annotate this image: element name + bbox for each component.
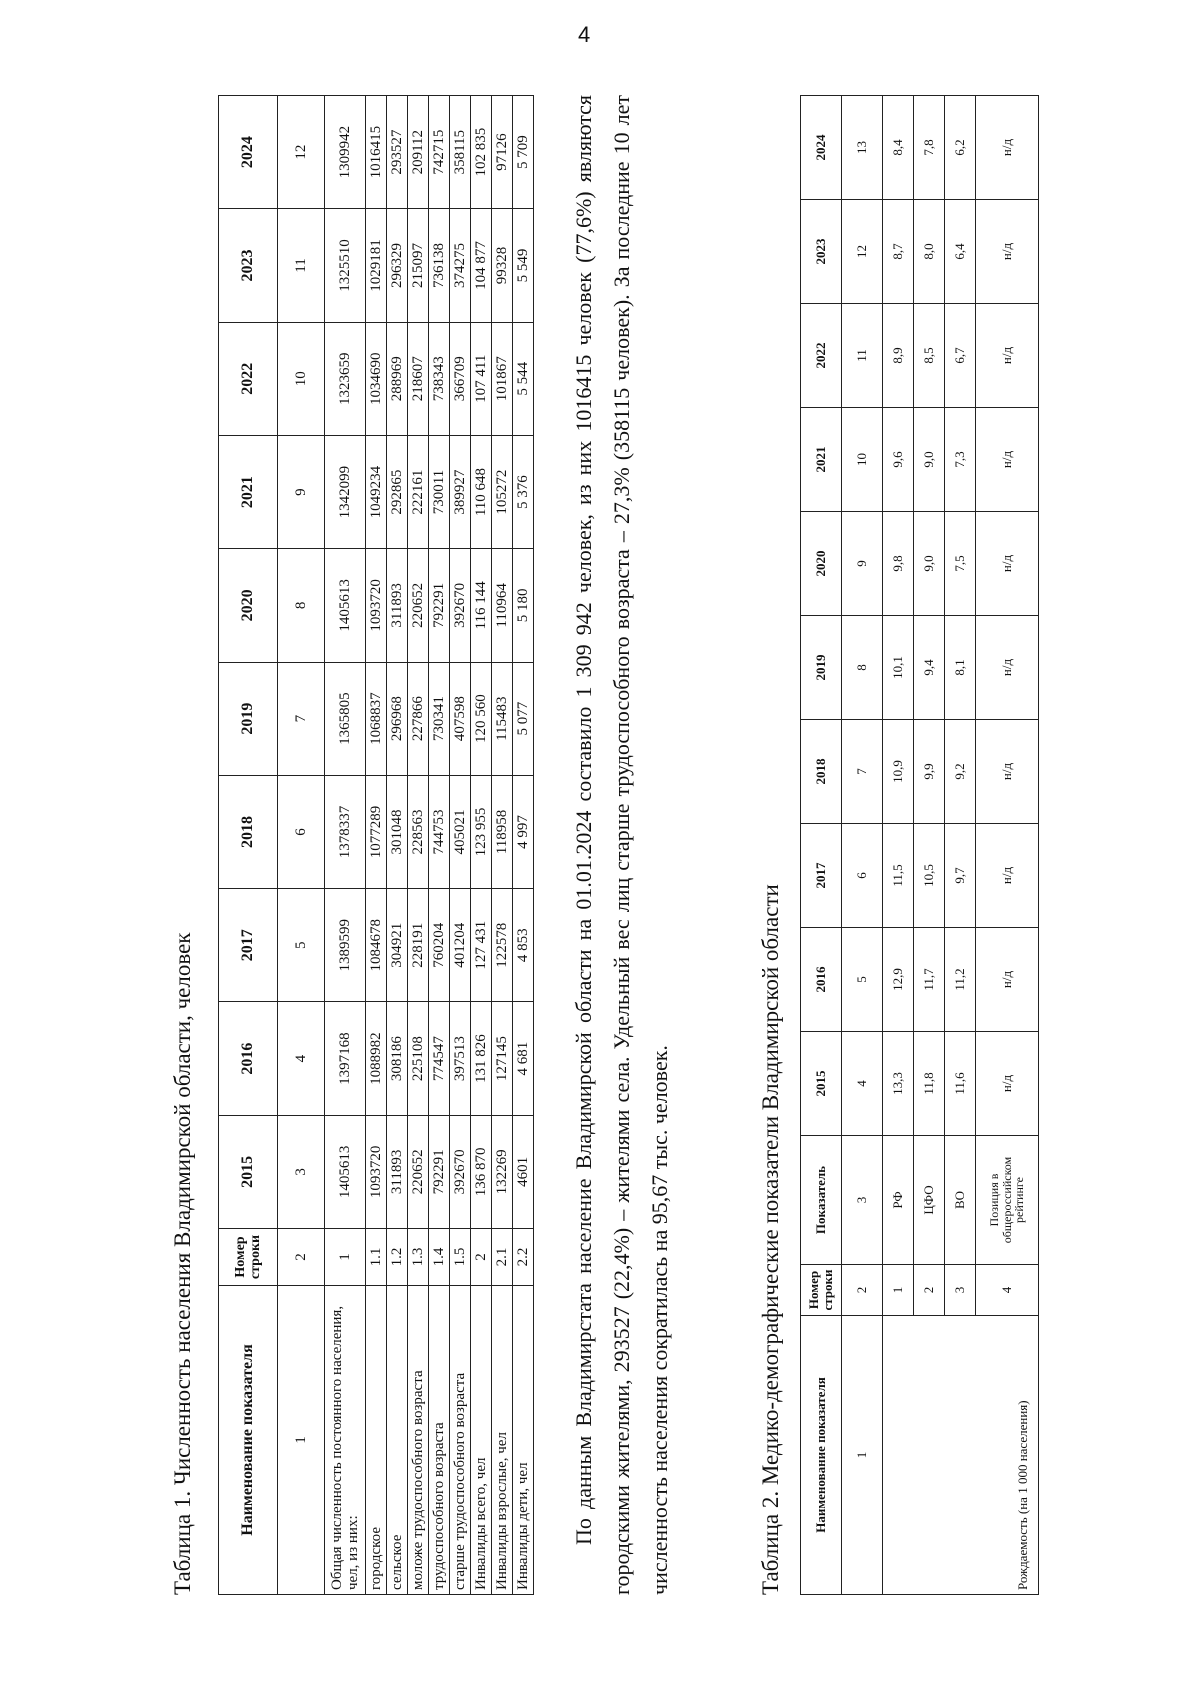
row-label: Общая численность постоянного населения, чел, из них:: [325, 1286, 366, 1595]
table-cell: 7,8: [914, 96, 945, 200]
table-cell: 222161: [408, 435, 429, 548]
table-cell: 5 709: [513, 96, 534, 209]
table-cell: 8,7: [883, 200, 914, 304]
row-group-label: Рождаемость (на 1 000 населения): [883, 1316, 1039, 1595]
table-cell: 1365805: [325, 662, 366, 775]
table-cell: 1.5: [450, 1229, 471, 1286]
table-cell: 3: [945, 1265, 976, 1316]
table-cell: н/д: [976, 96, 1039, 200]
table-cell: 774547: [429, 1002, 450, 1115]
table-cell: 8,4: [883, 96, 914, 200]
table-cell: 1088982: [366, 1002, 387, 1115]
table-cell: 105272: [492, 435, 513, 548]
table1-header-cell: 2016: [219, 1002, 278, 1115]
table-cell: 10,5: [914, 824, 945, 928]
table-cell: 110 648: [471, 435, 492, 548]
table-row: [513, 96, 534, 1595]
table-cell: 9,0: [914, 408, 945, 512]
table-cell: 209112: [408, 96, 429, 209]
table-cell: 11,5: [883, 824, 914, 928]
table-cell: 1084678: [366, 889, 387, 1002]
table-row: [492, 96, 513, 1595]
table1-header-cell: 2024: [219, 96, 278, 209]
table-cell: н/д: [976, 824, 1039, 928]
table-cell: РФ: [883, 1136, 914, 1265]
table2-index-cell: 11: [842, 304, 883, 408]
table-cell: 218607: [408, 322, 429, 435]
table-cell: 2: [471, 1229, 492, 1286]
table-cell: 1325510: [325, 209, 366, 322]
table-cell: 311893: [387, 1115, 408, 1228]
table-cell: 220652: [408, 549, 429, 662]
table-cell: 288969: [387, 322, 408, 435]
table-cell: н/д: [976, 1032, 1039, 1136]
table1-index-cell: 3: [278, 1115, 325, 1228]
table-cell: 5 180: [513, 549, 534, 662]
table-cell: 107 411: [471, 322, 492, 435]
table-cell: 742715: [429, 96, 450, 209]
page-number: 4: [578, 22, 591, 47]
table-row: [883, 96, 914, 1595]
table-cell: 4 853: [513, 889, 534, 1002]
table-cell: 10,1: [883, 616, 914, 720]
table-cell: н/д: [976, 512, 1039, 616]
table-cell: 1.4: [429, 1229, 450, 1286]
table1-header-row: [219, 96, 278, 1595]
table-cell: 9,9: [914, 720, 945, 824]
table-cell: 1.2: [387, 1229, 408, 1286]
table1-header-cell: 2020: [219, 549, 278, 662]
table-cell: 4 681: [513, 1002, 534, 1115]
table-cell: 9,2: [945, 720, 976, 824]
row-label: городское: [366, 1286, 387, 1595]
table-cell: 104 877: [471, 209, 492, 322]
table-cell: 8,0: [914, 200, 945, 304]
table2-header-cell: 2022: [801, 304, 842, 408]
table1-index-cell: 10: [278, 322, 325, 435]
table2-header-cell: 2023: [801, 200, 842, 304]
table-cell: 10,9: [883, 720, 914, 824]
table-cell: 9,4: [914, 616, 945, 720]
table-cell: 304921: [387, 889, 408, 1002]
table1-header-cell: 2017: [219, 889, 278, 1002]
table-cell: 1323659: [325, 322, 366, 435]
table2-header-row: [801, 96, 842, 1595]
table-cell: 1309942: [325, 96, 366, 209]
table-cell: 296329: [387, 209, 408, 322]
table-cell: 11,2: [945, 928, 976, 1032]
table2-index-cell: 3: [842, 1136, 883, 1265]
table-cell: н/д: [976, 408, 1039, 512]
table-cell: 401204: [450, 889, 471, 1002]
table-cell: 2: [914, 1265, 945, 1316]
table2-header-cell: 2019: [801, 616, 842, 720]
table-cell: 308186: [387, 1002, 408, 1115]
table2-header-cell: Наименование показателя: [801, 1316, 842, 1595]
table-cell: 744753: [429, 775, 450, 888]
table-cell: 389927: [450, 435, 471, 548]
table-cell: 296968: [387, 662, 408, 775]
population-table: [218, 95, 534, 1595]
table1-header-cell: 2015: [219, 1115, 278, 1228]
table-cell: н/д: [976, 616, 1039, 720]
table-cell: 122578: [492, 889, 513, 1002]
table1-body: [278, 96, 534, 1595]
table-cell: 6,4: [945, 200, 976, 304]
table-cell: 220652: [408, 1115, 429, 1228]
table2-header-cell: 2020: [801, 512, 842, 616]
rotated-content: [170, 95, 1120, 1595]
table2-index-cell: 4: [842, 1032, 883, 1136]
table-cell: 5 376: [513, 435, 534, 548]
table-cell: 311893: [387, 549, 408, 662]
table-cell: 136 870: [471, 1115, 492, 1228]
table2-header-cell: 2015: [801, 1032, 842, 1136]
table-cell: Позиция в общероссийском рейтинге: [976, 1136, 1039, 1265]
table-row: [450, 96, 471, 1595]
table-cell: 7,5: [945, 512, 976, 616]
row-label: трудоспособного возраста: [429, 1286, 450, 1595]
table-cell: 7,3: [945, 408, 976, 512]
table-cell: 8,5: [914, 304, 945, 408]
table-cell: 760204: [429, 889, 450, 1002]
table-cell: 1034690: [366, 322, 387, 435]
table2-index-row: [842, 96, 883, 1595]
summary-paragraph: [565, 95, 679, 1595]
table-cell: 392670: [450, 1115, 471, 1228]
table1-index-cell: 12: [278, 96, 325, 209]
table-cell: 1093720: [366, 1115, 387, 1228]
table-cell: 9,8: [883, 512, 914, 616]
table-cell: 11,6: [945, 1032, 976, 1136]
row-label: Инвалиды всего, чел: [471, 1286, 492, 1595]
table-cell: 392670: [450, 549, 471, 662]
table1-index-cell: 5: [278, 889, 325, 1002]
table-cell: 301048: [387, 775, 408, 888]
table-cell: 1378337: [325, 775, 366, 888]
table-cell: 101867: [492, 322, 513, 435]
table1-header-cell: 2019: [219, 662, 278, 775]
table-row: [471, 96, 492, 1595]
table-row: [429, 96, 450, 1595]
table1-index-cell: 4: [278, 1002, 325, 1115]
table-cell: 227866: [408, 662, 429, 775]
table-cell: 1049234: [366, 435, 387, 548]
table-cell: 120 560: [471, 662, 492, 775]
table2-index-cell: 8: [842, 616, 883, 720]
table2-index-cell: 9: [842, 512, 883, 616]
table1-index-cell: 7: [278, 662, 325, 775]
row-label: Инвалиды дети, чел: [513, 1286, 534, 1595]
table1-caption: Таблица 1. Численность населения Владимирской области, человек: [170, 932, 195, 1595]
table-cell: 366709: [450, 322, 471, 435]
table-cell: 9,7: [945, 824, 976, 928]
table2-index-cell: 12: [842, 200, 883, 304]
table-cell: 5 544: [513, 322, 534, 435]
table2-header-cell: 2017: [801, 824, 842, 928]
table-cell: 407598: [450, 662, 471, 775]
table2-index-cell: 5: [842, 928, 883, 1032]
table1-header-cell: 2018: [219, 775, 278, 888]
table-cell: 1405613: [325, 1115, 366, 1228]
table1-header-cell: 2022: [219, 322, 278, 435]
table-cell: 2.2: [513, 1229, 534, 1286]
table1-header-cell: Наименование показателя: [219, 1286, 278, 1595]
table-row: [387, 96, 408, 1595]
table-cell: 736138: [429, 209, 450, 322]
table-cell: 110964: [492, 549, 513, 662]
table-cell: н/д: [976, 928, 1039, 1032]
table-cell: 792291: [429, 549, 450, 662]
table-cell: н/д: [976, 720, 1039, 824]
table-cell: 1016415: [366, 96, 387, 209]
table-cell: 13,3: [883, 1032, 914, 1136]
table-cell: 1405613: [325, 549, 366, 662]
table1-header-cell: 2021: [219, 435, 278, 548]
table-cell: 730341: [429, 662, 450, 775]
table-cell: 1: [883, 1265, 914, 1316]
table-cell: 116 144: [471, 549, 492, 662]
table1-header-cell: Номер строки: [219, 1229, 278, 1286]
table-cell: 215097: [408, 209, 429, 322]
table-cell: 115483: [492, 662, 513, 775]
table-cell: 2.1: [492, 1229, 513, 1286]
table1-index-cell: 6: [278, 775, 325, 888]
table-cell: 131 826: [471, 1002, 492, 1115]
table-cell: 4: [976, 1265, 1039, 1316]
row-label: Инвалиды взрослые, чел: [492, 1286, 513, 1595]
table2-index-cell: 2: [842, 1265, 883, 1316]
table2-header-cell: Номер строки: [801, 1265, 842, 1316]
table2-index-cell: 1: [842, 1316, 883, 1595]
table-cell: 1.1: [366, 1229, 387, 1286]
table-cell: 6,7: [945, 304, 976, 408]
table1-index-row: [278, 96, 325, 1595]
table2-index-cell: 10: [842, 408, 883, 512]
table-cell: 9,0: [914, 512, 945, 616]
row-label: старше трудоспособного возраста: [450, 1286, 471, 1595]
table-cell: 99328: [492, 209, 513, 322]
table-cell: 1068837: [366, 662, 387, 775]
table-cell: 6,2: [945, 96, 976, 200]
table-cell: 12,9: [883, 928, 914, 1032]
table-cell: н/д: [976, 304, 1039, 408]
table-cell: 123 955: [471, 775, 492, 888]
summary-paragraph-text: По данным Владимирстата население Владимирской области на 01.01.2024 составило 1 309 942 человек, из них 1016415 человек (77,6%) являются городскими жителями, 293527 (22,4%) – жителями села. Удельный вес лиц старше трудоспособного возраста – 27,3% (358115 человек). За последние 10 лет численность населения сократилась на 95,67 тыс. человек.: [571, 95, 672, 1595]
table-cell: 792291: [429, 1115, 450, 1228]
table-cell: н/д: [976, 200, 1039, 304]
table1-index-cell: 8: [278, 549, 325, 662]
table2-header-cell: Показатель: [801, 1136, 842, 1265]
table-cell: 4 997: [513, 775, 534, 888]
table2-header-cell: 2016: [801, 928, 842, 1032]
table2-body: [842, 96, 1039, 1595]
table1-index-cell: 1: [278, 1286, 325, 1595]
table-cell: 1397168: [325, 1002, 366, 1115]
table-cell: ВО: [945, 1136, 976, 1265]
table-cell: 1093720: [366, 549, 387, 662]
table-cell: 4601: [513, 1115, 534, 1228]
table2-header-cell: 2018: [801, 720, 842, 824]
table-cell: 102 835: [471, 96, 492, 209]
demographic-table: [800, 95, 1039, 1595]
table-cell: 11,7: [914, 928, 945, 1032]
table-cell: 118958: [492, 775, 513, 888]
table-cell: 374275: [450, 209, 471, 322]
table-cell: 8,9: [883, 304, 914, 408]
table-cell: 8,1: [945, 616, 976, 720]
table-cell: 97126: [492, 96, 513, 209]
table-cell: ЦФО: [914, 1136, 945, 1265]
table-cell: 228563: [408, 775, 429, 888]
table-cell: 1029181: [366, 209, 387, 322]
table2-header-cell: 2024: [801, 96, 842, 200]
table-cell: 293527: [387, 96, 408, 209]
table1-index-cell: 9: [278, 435, 325, 548]
table-cell: 228191: [408, 889, 429, 1002]
table-row: [408, 96, 429, 1595]
table-cell: 292865: [387, 435, 408, 548]
table-cell: 1077289: [366, 775, 387, 888]
table2-header-cell: 2021: [801, 408, 842, 512]
table-cell: 225108: [408, 1002, 429, 1115]
table-cell: 5 077: [513, 662, 534, 775]
table-cell: 730011: [429, 435, 450, 548]
table-cell: 358115: [450, 96, 471, 209]
table-cell: 738343: [429, 322, 450, 435]
table2-index-cell: 6: [842, 824, 883, 928]
table-cell: 1: [325, 1229, 366, 1286]
table-cell: 127145: [492, 1002, 513, 1115]
table-cell: 132269: [492, 1115, 513, 1228]
table-cell: 1.3: [408, 1229, 429, 1286]
table-cell: 127 431: [471, 889, 492, 1002]
table2-index-cell: 13: [842, 96, 883, 200]
table-cell: 9,6: [883, 408, 914, 512]
table2-caption: Таблица 2. Медико-демографические показатели Владимирской области: [758, 884, 783, 1595]
table-cell: 11,8: [914, 1032, 945, 1136]
table-cell: 405021: [450, 775, 471, 888]
table1-header-cell: 2023: [219, 209, 278, 322]
table-cell: 1342099: [325, 435, 366, 548]
row-label: сельское: [387, 1286, 408, 1595]
table1-index-cell: 2: [278, 1229, 325, 1286]
table-row: [366, 96, 387, 1595]
table-cell: 1389599: [325, 889, 366, 1002]
row-label: моложе трудоспособного возраста: [408, 1286, 429, 1595]
table1-index-cell: 11: [278, 209, 325, 322]
table-row: [325, 96, 366, 1595]
table2-index-cell: 7: [842, 720, 883, 824]
table-cell: 5 549: [513, 209, 534, 322]
table-cell: 397513: [450, 1002, 471, 1115]
